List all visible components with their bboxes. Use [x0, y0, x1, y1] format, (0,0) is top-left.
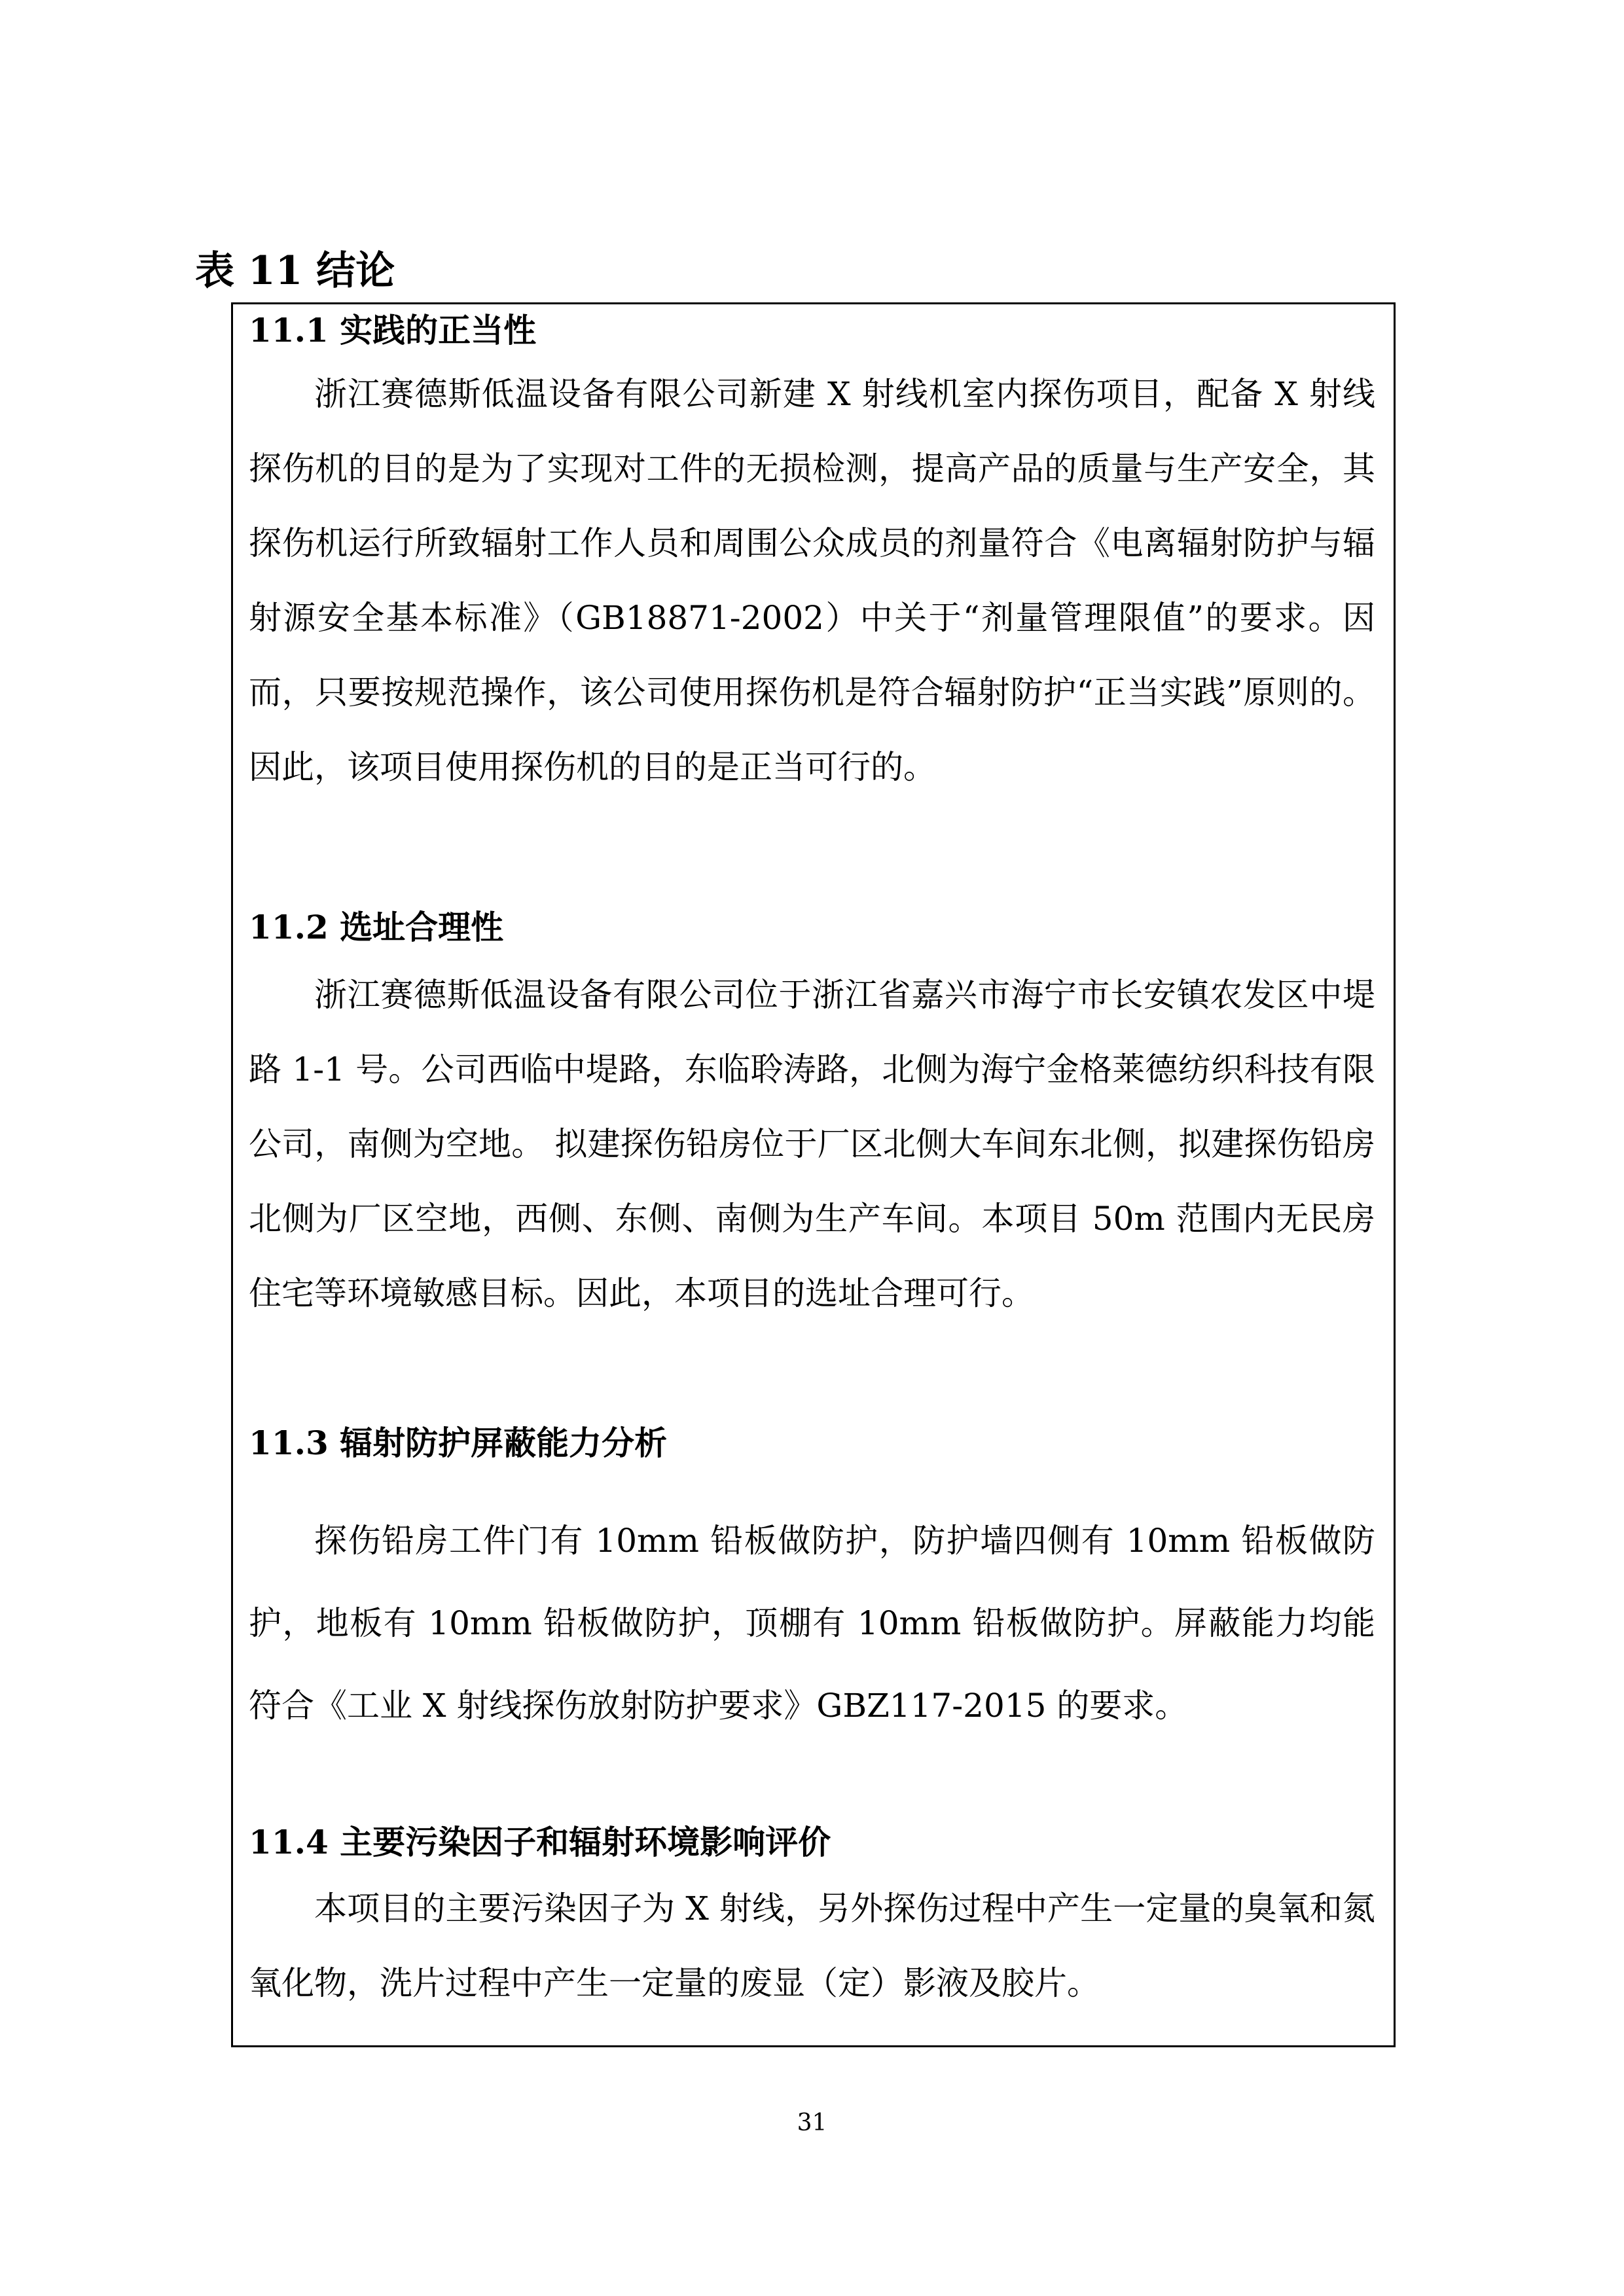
section-body-shielding-analysis: 探伤铅房工件门有 10mm 铅板做防护，防护墙四侧有 10mm 铅板做防护，地板有 10mm 铅板做防护，顶棚有 10mm 铅板做防护。屏蔽能力均能符合《工业 X 射线探伤放射防护要求》GBZ117-2015 的要求。 [249, 1522, 1375, 1725]
section-heading-pollutants-evaluation: 11.4 主要污染因子和辐射环境影响评价 [249, 1823, 831, 1861]
page-title: 表 11 结论 [195, 248, 395, 294]
section-heading-shielding-analysis: 11.3 辐射防护屏蔽能力分析 [249, 1424, 668, 1462]
page-number: 31 [797, 2109, 827, 2136]
section-body-practice-justification: 浙江赛德斯低温设备有限公司新建 X 射线机室内探伤项目，配备 X 射线探伤机的目的是为了实现对工件的无损检测，提高产品的质量与生产安全，其探伤机运行所致辐射工作人员和周围公众成员的剂量符合《电离辐射防护与辐射源安全基本标准》（GB18871-2002）中关于“剂量管理限值”的要求。因而，只要按规范操作，该公司使用探伤机是符合辐射防护“正当实践”原则的。因此，该项目使用探伤机的目的是正当可行的。 [249, 375, 1375, 786]
section-body-pollutants-evaluation: 本项目的主要污染因子为 X 射线，另外探伤过程中产生一定量的臭氧和氮氧化物，洗片过程中产生一定量的废显（定）影液及胶片。 [249, 1890, 1375, 2002]
section-body-site-selection: 浙江赛德斯低温设备有限公司位于浙江省嘉兴市海宁市长安镇农发区中堤路 1-1 号。公司西临中堤路，东临聆涛路，北侧为海宁金格莱德纺织科技有限公司，南侧为空地。 拟建探伤铅房位于厂区北侧大车间东北侧，拟建探伤铅房北侧为厂区空地，西侧、东侧、南侧为生产车间。本项目 50m 范围内无民房住宅等环境敏感目标。因此，本项目的选址合理可行。 [249, 976, 1375, 1312]
section-heading-practice-justification: 11.1 实践的正当性 [249, 311, 537, 350]
section-heading-site-selection: 11.2 选址合理性 [249, 908, 504, 946]
conclusion-table [231, 302, 1396, 2047]
